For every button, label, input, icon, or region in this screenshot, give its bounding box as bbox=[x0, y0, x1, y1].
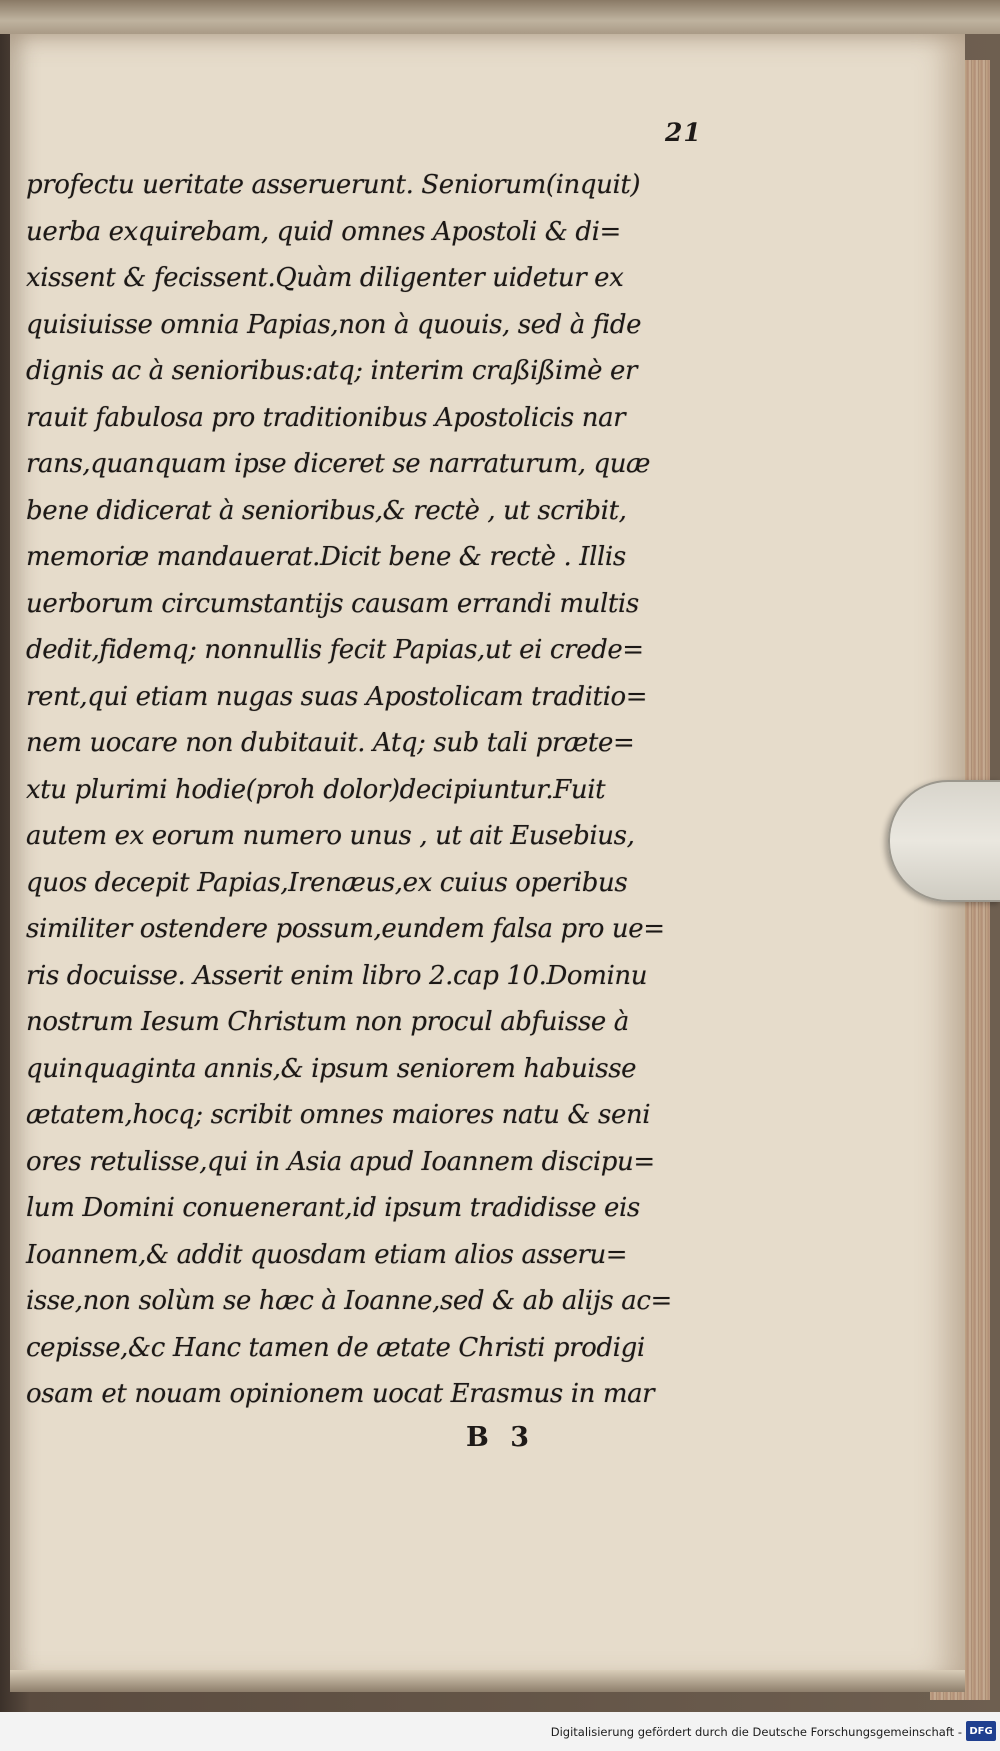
text-line: dedit,fidemq; nonnullis fecit Papias,ut ei crede= bbox=[26, 635, 644, 665]
text-line: rent,qui etiam nugas suas Apostolicam traditio= bbox=[26, 681, 648, 712]
text-line: profectu ueritate asseruerunt. Seniorum(inquit) bbox=[26, 170, 641, 200]
text-line: quinquaginta annis,& ipsum seniorem habuisse bbox=[26, 1053, 637, 1084]
text-line: autem ex eorum numero unus , ut ait Eusebius, bbox=[26, 821, 635, 851]
text-line: Ioannem,& addit quosdam etiam alios asseru= bbox=[26, 1239, 628, 1270]
text-line: cepisse,&c Hanc tamen de ætate Christi prodigi bbox=[26, 1332, 645, 1363]
text-line: dignis ac à senioribus:atq; interim craßißimè er bbox=[26, 356, 637, 386]
text-line: quisiuisse omnia Papias,non à quouis, sed à fide bbox=[26, 309, 642, 340]
text-line: uerborum circumstantijs causam errandi multis bbox=[26, 588, 639, 619]
text-line: quos decepit Papias,Irenæus,ex cuius operibus bbox=[26, 867, 628, 898]
text-line: memoriæ mandauerat.Dicit bene & rectè . Illis bbox=[26, 542, 626, 572]
text-block bbox=[26, 162, 716, 1418]
text-line: uerba exquirebam, quid omnes Apostoli & di= bbox=[26, 216, 621, 247]
dfg-logo: DFG bbox=[966, 1721, 996, 1741]
text-line: xissent & fecissent.Quàm diligenter uidetur ex bbox=[26, 263, 624, 293]
footer-credit: Digitalisierung gefördert durch die Deutsche Forschungsgemeinschaft - bbox=[550, 1725, 962, 1739]
text-line: ætatem,hocq; scribit omnes maiores natu & seni bbox=[26, 1100, 651, 1130]
text-line: osam et nouam opinionem uocat Erasmus in mar bbox=[26, 1379, 655, 1409]
text-line: isse,non solùm se hæc à Ioanne,sed & ab alijs ac= bbox=[26, 1286, 672, 1316]
signature-mark: B 3 bbox=[466, 1422, 536, 1453]
page-number: 21 bbox=[665, 118, 702, 147]
bookmark-clip bbox=[888, 780, 1000, 902]
text-line: nem uocare non dubitauit. Atq; sub tali præte= bbox=[26, 728, 635, 758]
text-line: nostrum Iesum Christum non procul abfuisse à bbox=[26, 1007, 629, 1037]
book-top-edge bbox=[0, 0, 1000, 34]
text-line: xtu plurimi hodie(proh dolor)decipiuntur.Fuit bbox=[26, 774, 606, 805]
text-line: lum Domini conuenerant,id ipsum tradidisse eis bbox=[26, 1193, 640, 1223]
text-line: rans,quanquam ipse diceret se narraturum, quæ bbox=[26, 449, 651, 479]
text-line: bene didicerat à senioribus,& rectè , ut scribit, bbox=[26, 495, 627, 526]
text-line: similiter ostendere possum,eundem falsa pro ue= bbox=[26, 914, 665, 944]
footer-bar bbox=[0, 1712, 1000, 1751]
text-line: ores retulisse,qui in Asia apud Ioannem discipu= bbox=[26, 1146, 655, 1177]
text-line: rauit fabulosa pro traditionibus Apostolicis nar bbox=[26, 402, 626, 433]
text-line: ris docuisse. Asserit enim libro 2.cap 10.Dominu bbox=[26, 960, 648, 991]
book-bottom-edge bbox=[10, 1670, 965, 1692]
